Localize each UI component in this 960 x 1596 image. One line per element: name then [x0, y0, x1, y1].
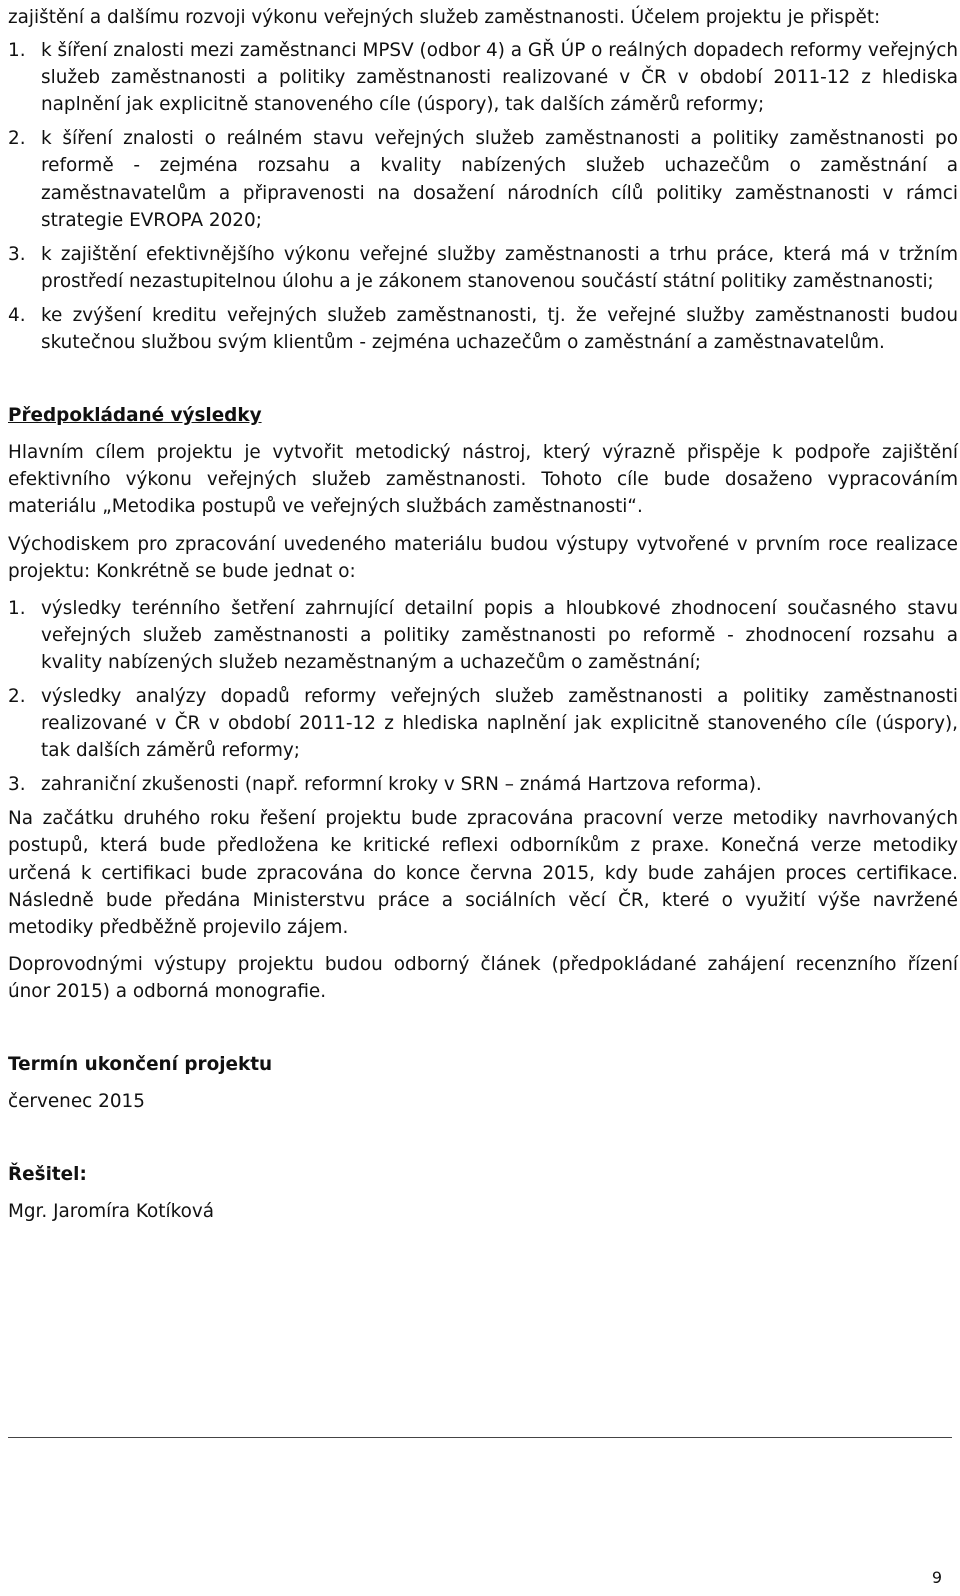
- list-item: [8, 241, 958, 295]
- list-item-number: 2.: [8, 128, 26, 150]
- page-content: [8, 4, 958, 1235]
- results-paragraph-basis: Východiskem pro zpracování uvedeného materiálu budou výstupy vytvořené v prvním roce realizace projektu: Konkrétně se bude jednat o:: [8, 533, 958, 582]
- list-item-text: ke zvýšení kreditu veřejných služeb zaměstnanosti, tj. že veřejné služby zaměstnanosti budou skutečnou službou svým klientům - zejména uchazečům o zaměstnání a zaměstnavatelům.: [41, 304, 958, 354]
- project-goals-list: [8, 37, 958, 356]
- results-inputs-list: [8, 595, 958, 799]
- list-item-number: 2.: [8, 685, 26, 707]
- completion-heading: Termín ukončení projektu: [8, 1054, 273, 1075]
- solver-heading: Řešitel:: [8, 1164, 87, 1186]
- page-number: 9: [931, 1568, 942, 1587]
- list-item: [8, 125, 958, 233]
- list-item: [8, 771, 958, 798]
- list-item-number: 1.: [8, 40, 26, 62]
- results-paragraph-methodology: Na začátku druhého roku řešení projektu bude zpracována pracovní verze metodiky navrhovaných postupů, která bude předložena ke kritické reflexi odborníkům z praxe. Konečná verze metodiky určená k certifikaci bude zpracována do konce června 2015, kdy bude zahájen proces certifikace. Následně bude předána Ministerstvu práce a sociálních věcí ČR, které o využití výše navržené metodiky předběžně projevilo zájem.: [8, 808, 958, 938]
- list-item: [8, 683, 958, 764]
- list-item: [8, 37, 958, 118]
- list-item-number: 3.: [8, 243, 26, 265]
- results-paragraph-outputs: Doprovodnými výstupy projektu budou odborný článek (předpokládané zahájení recenzního řízení únor 2015) a odborná monografie.: [8, 953, 958, 1002]
- list-item-text: výsledky terénního šetření zahrnující detailní popis a hloubkové zhodnocení současného stavu veřejných služeb zaměstnanosti a politiky zaměstnanosti po reformě - zhodnocení rozsahu a kvality nabízených služeb nezaměstnaným a uchazečům o zaměstnání;: [41, 597, 958, 673]
- results-paragraph-main-goal: Hlavním cílem projektu je vytvořit metodický nástroj, který výrazně přispěje k podpoře zajištění efektivního výkonu veřejných služeb zaměstnanosti. Tohoto cíle bude dosaženo vypracováním materiálu „Metodika postupů ve veřejných službách zaměstnanosti“.: [8, 442, 958, 518]
- list-item-text: k šíření znalosti mezi zaměstnanci MPSV (odbor 4) a GŘ ÚP o reálných dopadech reformy veřejných služeb zaměstnanosti a politiky zaměstnanosti realizované v ČR v období 2011-12 z hlediska naplnění jak explicitně stanoveného cíle (úspory), tak dalších záměrů reformy;: [41, 40, 958, 116]
- footer-divider: [8, 1437, 952, 1438]
- results-heading: Předpokládané výsledky: [8, 405, 262, 427]
- list-item-number: 4.: [8, 304, 26, 326]
- solver-name: Mgr. Jaromíra Kotíková: [8, 1201, 215, 1223]
- list-item-text: výsledky analýzy dopadů reformy veřejných služeb zaměstnanosti a politiky zaměstnanosti realizované v ČR v období 2011-12 z hlediska naplnění jak explicitně stanoveného cíle (úspory), tak dalších záměrů reformy;: [41, 685, 958, 762]
- list-item: [8, 302, 958, 356]
- list-item-number: 1.: [8, 597, 26, 619]
- list-item: [8, 595, 958, 676]
- list-item-text: k šíření znalosti o reálném stavu veřejných služeb zaměstnanosti a politiky zaměstnanosti po reformě - zejména rozsahu a kvality nabízených služeb uchazečům o zaměstnání a zaměstnavatelům a připravenosti na dosažení národních cílů politiky zaměstnanosti v rámci strategie EVROPA 2020;: [41, 128, 958, 231]
- list-item-number: 3.: [8, 774, 26, 796]
- intro-paragraph: zajištění a dalšímu rozvoji výkonu veřejných služeb zaměstnanosti. Účelem projektu je přispět:: [8, 7, 881, 28]
- completion-date: červenec 2015: [8, 1091, 145, 1113]
- list-item-text: k zajištění efektivnějšího výkonu veřejné služby zaměstnanosti a trhu práce, která má v tržním prostředí nezastupitelnou úlohu a je zákonem stanovenou součástí státní politiky zaměstnanosti;: [41, 243, 958, 292]
- list-item-text: zahraniční zkušenosti (např. reformní kroky v SRN – známá Hartzova reforma).: [41, 774, 762, 796]
